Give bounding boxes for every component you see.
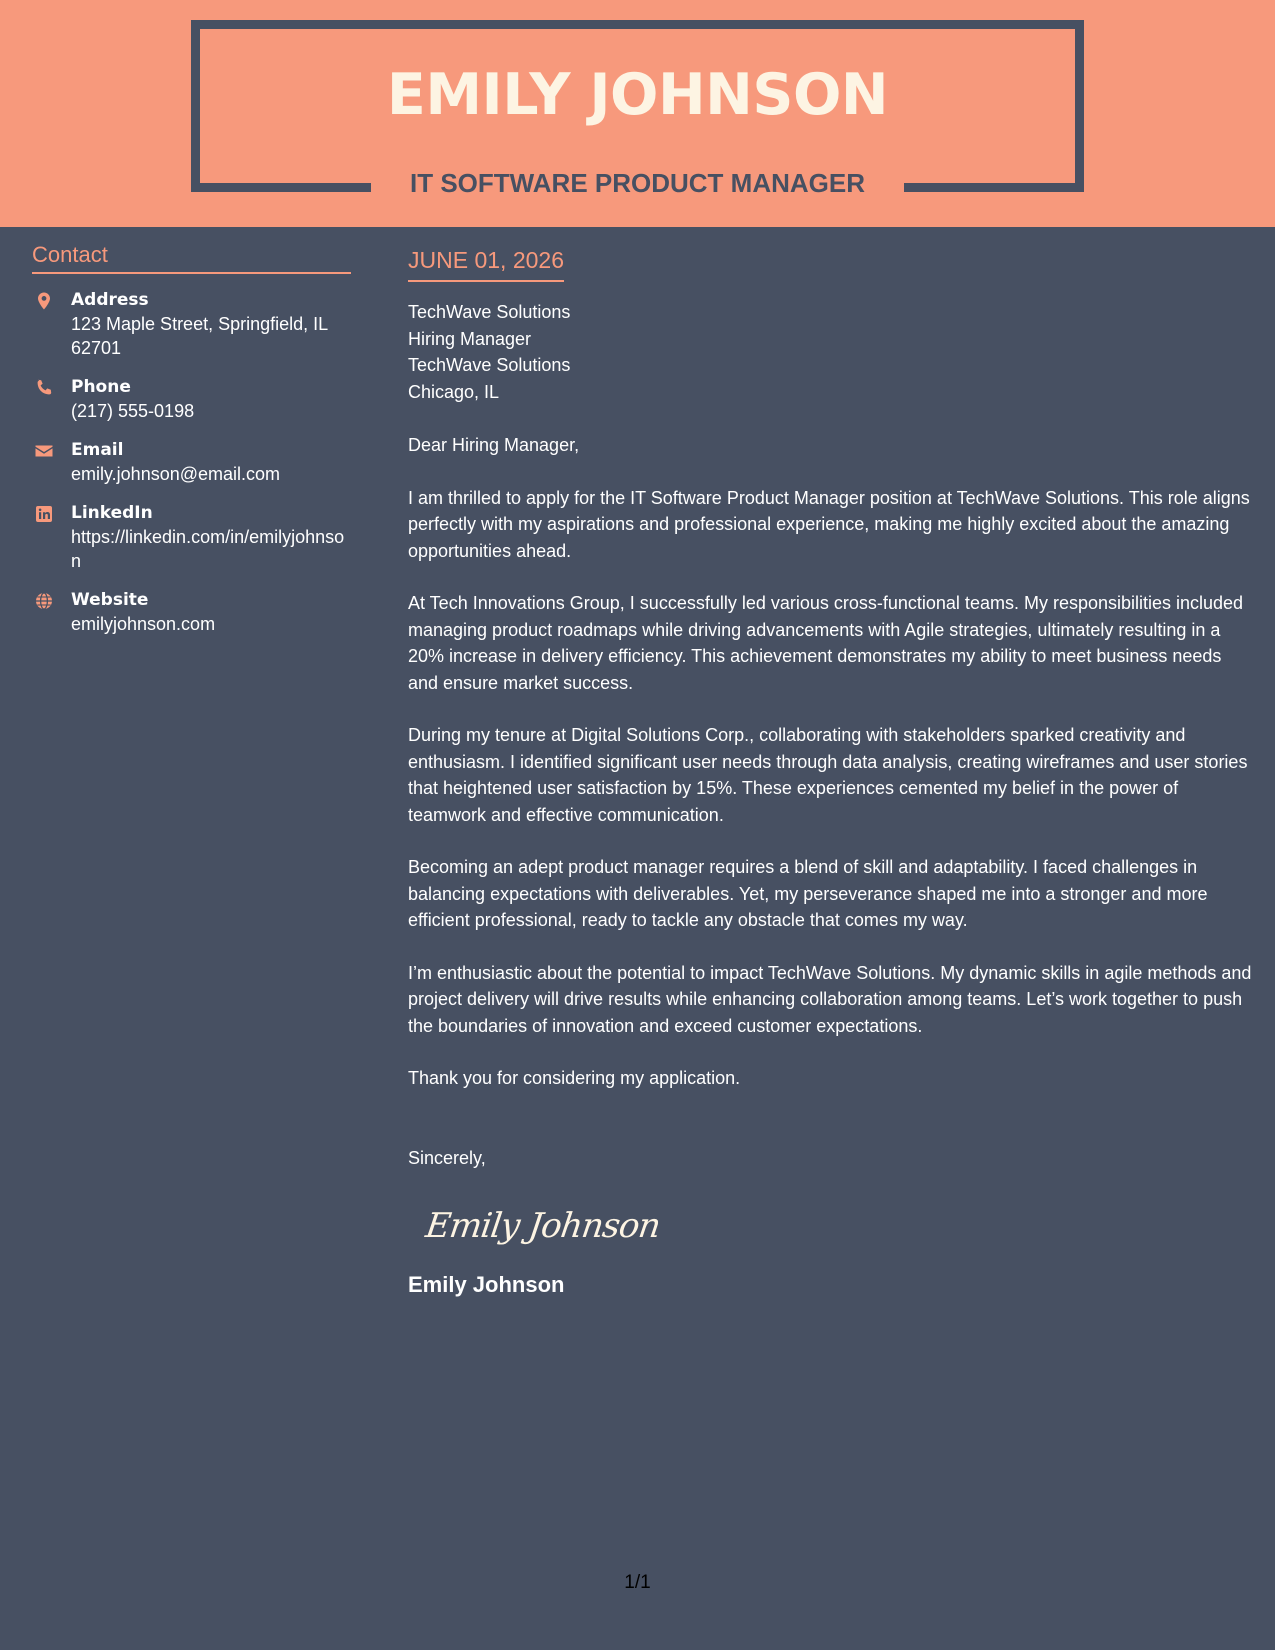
contact-label: Email: [71, 440, 124, 460]
header-frame-bottom-right: [904, 183, 1084, 192]
contact-heading: Contact: [32, 240, 351, 274]
body-paragraph: Thank you for considering my application.: [408, 1068, 741, 1088]
contact-value: emily.johnson@email.com: [71, 464, 281, 484]
header-frame-right: [1075, 20, 1084, 192]
body-paragraph: At Tech Innovations Group, I successfully led various cross-functional teams. My responsibilities included managing product roadmaps while driving advancements with Agile strategies, ultimately resulting in a 20% increase in delivery efficiency. This achievement demonstrates my ability to meet business needs and ensure market success.: [408, 593, 1244, 693]
envelope-icon: [34, 441, 54, 461]
linkedin-icon: [34, 504, 54, 524]
closing: Sincerely,: [408, 1147, 486, 1168]
signer-name: Emily Johnson: [408, 1272, 565, 1297]
contact-label: Address: [71, 290, 149, 310]
body-paragraph: During my tenure at Digital Solutions Corp., collaborating with stakeholders sparked creativity and enthusiasm. I identified significant user needs through data analysis, creating wireframes and user stories that heightened user satisfaction by 15%. These experiences cemented my belief in the power of teamwork and effective communication.: [408, 725, 1248, 825]
contact-value: (217) 555-0198: [71, 401, 195, 421]
salutation: Dear Hiring Manager,: [408, 435, 580, 455]
contact-address: [32, 288, 351, 360]
contact-label: Phone: [71, 377, 131, 397]
header-frame-bottom-left: [191, 183, 371, 192]
applicant-name: EMILY JOHNSON: [386, 62, 889, 128]
contact-value: emilyjohnson.com: [71, 614, 216, 634]
recipient-line: Chicago, IL: [408, 381, 500, 402]
body-paragraph: Becoming an adept product manager requires a blend of skill and adaptability. I faced challenges in balancing expectations with deliverables. Yet, my perseverance shaped me into a stronger and more efficient professional, ready to tackle any obstacle that comes my way.: [408, 857, 1208, 930]
handwritten-signature: Emily Johnson: [423, 1206, 663, 1246]
contact-label: LinkedIn: [71, 503, 153, 523]
recipient-line: TechWave Solutions: [408, 302, 571, 322]
location-pin-icon: [34, 291, 54, 311]
header-frame-left: [191, 20, 200, 192]
letter-date: JUNE 01, 2026: [408, 244, 564, 282]
contact-email: [32, 438, 351, 486]
contact-sidebar: [32, 240, 351, 651]
phone-icon: [34, 378, 54, 398]
contact-value: https://linkedin.com/in/emilyjohnson: [71, 527, 345, 571]
body-paragraph: I’m enthusiastic about the potential to impact TechWave Solutions. My dynamic skills in agile methods and project delivery will drive results while enhancing collaboration among teams. Let’s work together to push the boundaries of innovation and exceed customer expectations.: [408, 962, 1252, 1036]
job-title: IT SOFTWARE PRODUCT MANAGER: [410, 168, 865, 198]
globe-icon: [34, 591, 54, 611]
contact-website: [32, 588, 351, 636]
recipient-block: [408, 299, 1253, 405]
contact-phone: [32, 375, 351, 423]
header-banner: [0, 0, 1275, 227]
header-frame-top: [191, 20, 1084, 29]
body-paragraph: I am thrilled to apply for the IT Software Product Manager position at TechWave Solutions. This role aligns perfectly with my aspirations and professional experience, making me highly excited about the amazing opportunities ahead.: [408, 487, 1250, 561]
contact-label: Website: [71, 590, 149, 610]
contact-value: 123 Maple Street, Springfield, IL 62701: [71, 314, 328, 358]
recipient-line: TechWave Solutions: [408, 355, 571, 375]
contact-linkedin: [32, 501, 351, 573]
recipient-line: Hiring Manager: [408, 328, 532, 349]
letter-body: [408, 244, 1253, 1299]
page-number: 1/1: [624, 1572, 651, 1593]
